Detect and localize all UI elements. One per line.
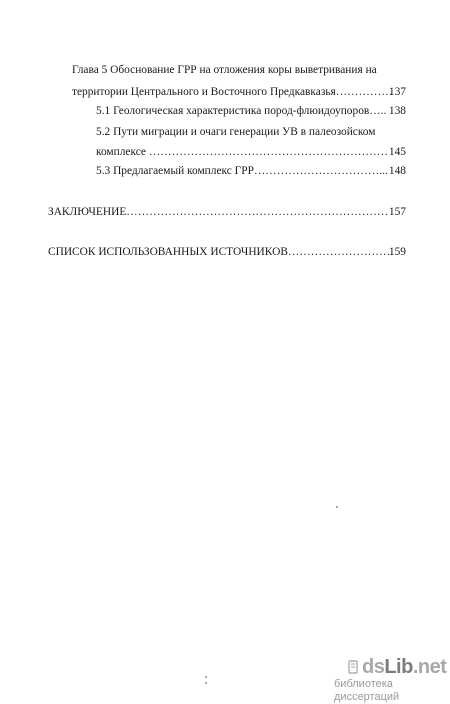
toc-section-5-3-page: 148: [388, 165, 406, 177]
watermark-logo-ds: ds: [362, 656, 385, 678]
watermark: [268, 656, 450, 703]
toc-section-5-3: 5.3 Предлагаемый комплекс ГРР……………………………...: [96, 165, 388, 177]
scan-speck: [205, 676, 207, 678]
watermark-logo: [362, 656, 446, 678]
scan-speck: [336, 506, 338, 508]
watermark-subtitle: библиотека диссертаций: [334, 678, 400, 703]
toc-section-5-1-page: 138: [388, 105, 406, 117]
book-icon: [348, 660, 358, 674]
watermark-logo-lib: Lib: [384, 656, 413, 678]
toc-section-5-2-page: 145: [388, 146, 406, 158]
toc-conclusion: ЗАКЛЮЧЕНИЕ……………………………………………………………: [48, 206, 389, 218]
toc-section-5-2-line1: 5.2 Пути миграции и очаги генерации УВ в палеозойском: [96, 126, 376, 138]
toc-section-5-1: 5.1 Геологическая характеристика пород-флюидоупоров…..: [96, 105, 387, 117]
watermark-logo-net: .net: [412, 656, 447, 678]
toc-chapter5-line1: Глава 5 Обоснование ГРР на отложения коры выветривания на: [72, 64, 377, 76]
toc-references: СПИСОК ИСПОЛЬЗОВАННЫХ ИСТОЧНИКОВ……………………….: [48, 246, 394, 258]
scan-speck: [205, 682, 207, 684]
toc-chapter5-page: 137: [388, 86, 406, 98]
toc-references-page: 159: [388, 246, 406, 258]
toc-section-5-2-line2: комплексе ………………………………………………………: [96, 146, 389, 158]
toc-chapter5-line2: территории Центрального и Восточного Предкавказья……………: [72, 86, 393, 98]
toc-conclusion-page: 157: [388, 206, 406, 218]
